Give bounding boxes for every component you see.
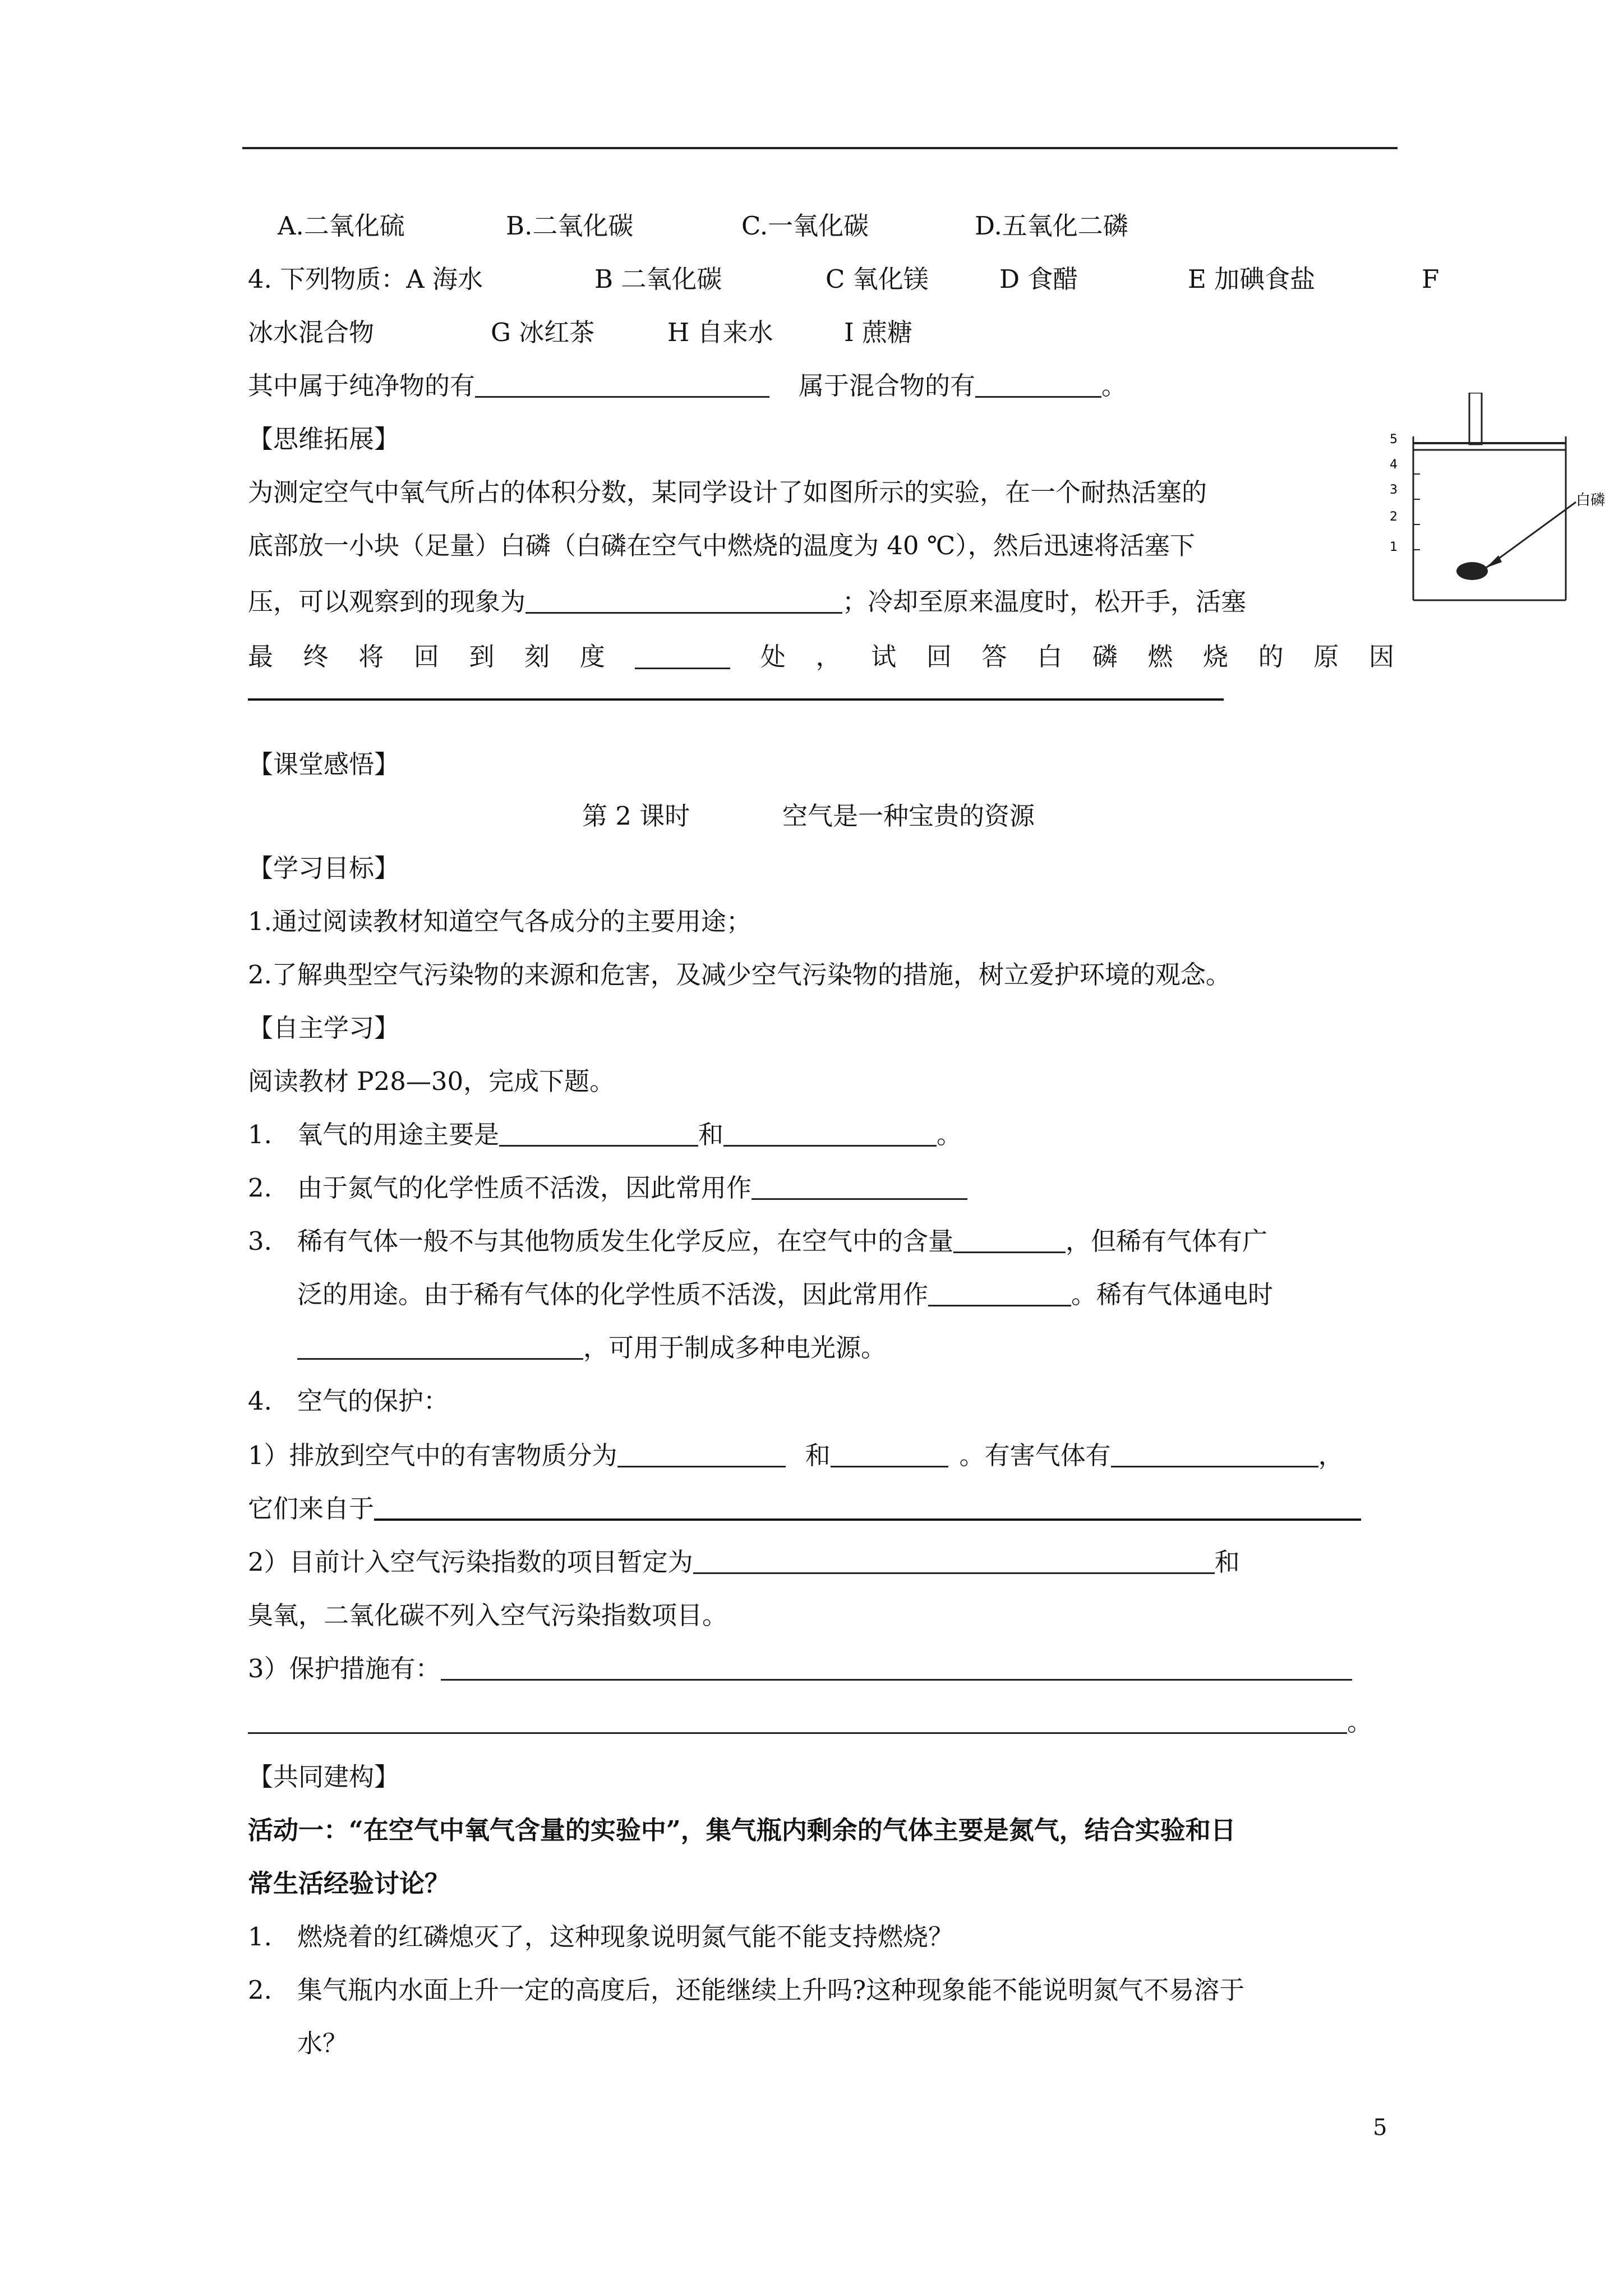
q4-item-8: H 自来水 xyxy=(667,318,773,347)
question-1-num: 1. xyxy=(248,1922,272,1952)
item-2-num: 2. xyxy=(248,1173,272,1203)
blank-nitrogen-use[interactable] xyxy=(751,1176,967,1200)
goal-2: 2.了解典型空气污染物的来源和危害，及减少空气污染物的措施，树立爱护环境的观念。 xyxy=(248,960,1231,990)
protect-2: 2）目前计入空气污染指数的项目暂定为 和 xyxy=(248,1547,1240,1577)
blank-noble-electric[interactable] xyxy=(297,1336,583,1360)
thinking-line1: 为测定空气中氧气所占的体积分数，某同学设计了如图所示的实验，在一个耐热活塞的 xyxy=(248,477,1207,507)
q4-item-5: F xyxy=(1422,264,1440,294)
lesson-number: 第 2 课时 xyxy=(582,801,690,831)
class-feel-heading: 【课堂感悟】 xyxy=(248,749,400,779)
activity-1-line1: 活动一：“在空气中氧气含量的实验中”，集气瓶内剩余的气体主要是氮气，结合实验和日 xyxy=(248,1815,1236,1845)
q4-item-4: E 加碘食盐 xyxy=(1188,264,1316,294)
blank-measures-1[interactable] xyxy=(441,1657,1352,1681)
protect-3-cont: 。 xyxy=(248,1709,1372,1734)
blank-pollution-index[interactable] xyxy=(693,1550,1215,1574)
item-3-num: 3. xyxy=(248,1226,272,1256)
co-build-heading: 【共同建构】 xyxy=(248,1762,400,1792)
q4-answer-line: 其中属于纯净物的有 属于混合物的有 。 xyxy=(248,371,1127,401)
option-b: B.二氧化碳 xyxy=(506,211,634,241)
scale-4: 4 xyxy=(1390,458,1398,472)
item-1: 氧气的用途主要是 和 。 xyxy=(297,1120,962,1149)
q4-item-3: D 食醋 xyxy=(999,264,1078,294)
header-rule xyxy=(242,147,1398,149)
goal-1: 1.通过阅读教材知道空气各成分的主要用途； xyxy=(248,907,751,936)
scale-2: 2 xyxy=(1390,510,1398,524)
scale-3: 3 xyxy=(1390,483,1398,497)
protect-2-cont: 臭氧，二氧化碳不列入空气污染指数项目。 xyxy=(248,1600,728,1630)
protect-1: 1）排放到空气中的有害物质分为 和 。有害气体有 ， xyxy=(248,1441,1344,1470)
blank-gas-source[interactable] xyxy=(374,1496,1361,1521)
blank-reason[interactable] xyxy=(248,698,1224,701)
blank-harmful-gases[interactable] xyxy=(1111,1443,1318,1467)
q4-item-7: G 冰红茶 xyxy=(491,318,595,347)
blank-harmful-1[interactable] xyxy=(617,1443,786,1467)
item-1-num: 1. xyxy=(248,1120,272,1149)
protect-1-source: 它们来自于 xyxy=(248,1496,1361,1521)
option-c: C.一氧化碳 xyxy=(741,211,869,241)
page-number: 5 xyxy=(1373,2115,1387,2141)
blank-phenomenon[interactable] xyxy=(525,590,842,614)
option-d: D.五氧化二磷 xyxy=(975,211,1128,241)
thinking-line4: 最 终 将 回 到 刻 度 处 ， 试 回 答 白 磷 燃 烧 的 原 因 xyxy=(248,642,1394,671)
blank-oxygen-use-1[interactable] xyxy=(499,1122,698,1147)
blank-measures-2[interactable] xyxy=(248,1710,1347,1734)
q4-item-0: 4. 下列物质：A 海水 xyxy=(248,264,483,294)
blank-pure[interactable] xyxy=(475,374,769,398)
self-study-intro: 阅读教材 P28—30，完成下题。 xyxy=(248,1066,615,1096)
protect-3: 3）保护措施有： xyxy=(248,1656,1352,1681)
blank-mixture[interactable] xyxy=(975,374,1101,398)
scale-5: 5 xyxy=(1390,432,1398,447)
thinking-line3: 压，可以观察到的现象为 ；冷却至原来温度时，松开手，活塞 xyxy=(248,587,1247,616)
q4-item-6: 冰水混合物 xyxy=(248,318,375,347)
question-1: 燃烧着的红磷熄灭了，这种现象说明氮气能不能支持燃烧？ xyxy=(297,1922,954,1952)
activity-1-line2: 常生活经验讨论？ xyxy=(248,1869,450,1898)
goals-heading: 【学习目标】 xyxy=(248,853,400,883)
question-2-line1: 集气瓶内水面上升一定的高度后，还能继续上升吗?这种现象能不能说明氮气不易溶于 xyxy=(297,1975,1245,2005)
blank-noble-use[interactable] xyxy=(928,1282,1071,1306)
blank-scale[interactable] xyxy=(635,645,730,669)
q4-item-2: C 氧化镁 xyxy=(826,264,929,294)
figure-label: 白磷 xyxy=(1576,492,1606,509)
q4-item-9: I 蔗糖 xyxy=(844,318,913,347)
blank-harmful-2[interactable] xyxy=(831,1443,948,1467)
lesson-title: 空气是一种宝贵的资源 xyxy=(782,801,1035,831)
scale-1: 1 xyxy=(1390,540,1398,554)
blank-noble-content[interactable] xyxy=(953,1229,1066,1253)
thinking-heading: 【思维拓展】 xyxy=(248,424,400,454)
blank-oxygen-use-2[interactable] xyxy=(723,1122,937,1147)
piston-figure xyxy=(1368,393,1615,606)
question-2-line2: 水？ xyxy=(297,2028,348,2058)
item-4: 空气的保护： xyxy=(297,1386,449,1416)
item-2: 由于氮气的化学性质不活泼，因此常用作 xyxy=(297,1175,967,1200)
thinking-line2: 底部放一小块（足量）白磷（白磷在空气中燃烧的温度为 40 ℃），然后迅速将活塞下 xyxy=(248,531,1195,560)
question-2-num: 2. xyxy=(248,1975,272,2005)
item-3-line1: 稀有气体一般不与其他物质发生化学反应，在空气中的含量 ，但稀有气体有广 xyxy=(297,1226,1268,1256)
item-4-num: 4. xyxy=(248,1386,272,1416)
self-study-heading: 【自主学习】 xyxy=(248,1013,400,1043)
q4-item-1: B 二氧化碳 xyxy=(594,264,722,294)
option-a: A.二氧化硫 xyxy=(278,211,405,241)
item-3-line3: ，可用于制成多种电光源。 xyxy=(297,1335,886,1360)
item-3-line2: 泛的用途。由于稀有气体的化学性质不活泼，因此常用作 。稀有气体通电时 xyxy=(297,1280,1274,1309)
